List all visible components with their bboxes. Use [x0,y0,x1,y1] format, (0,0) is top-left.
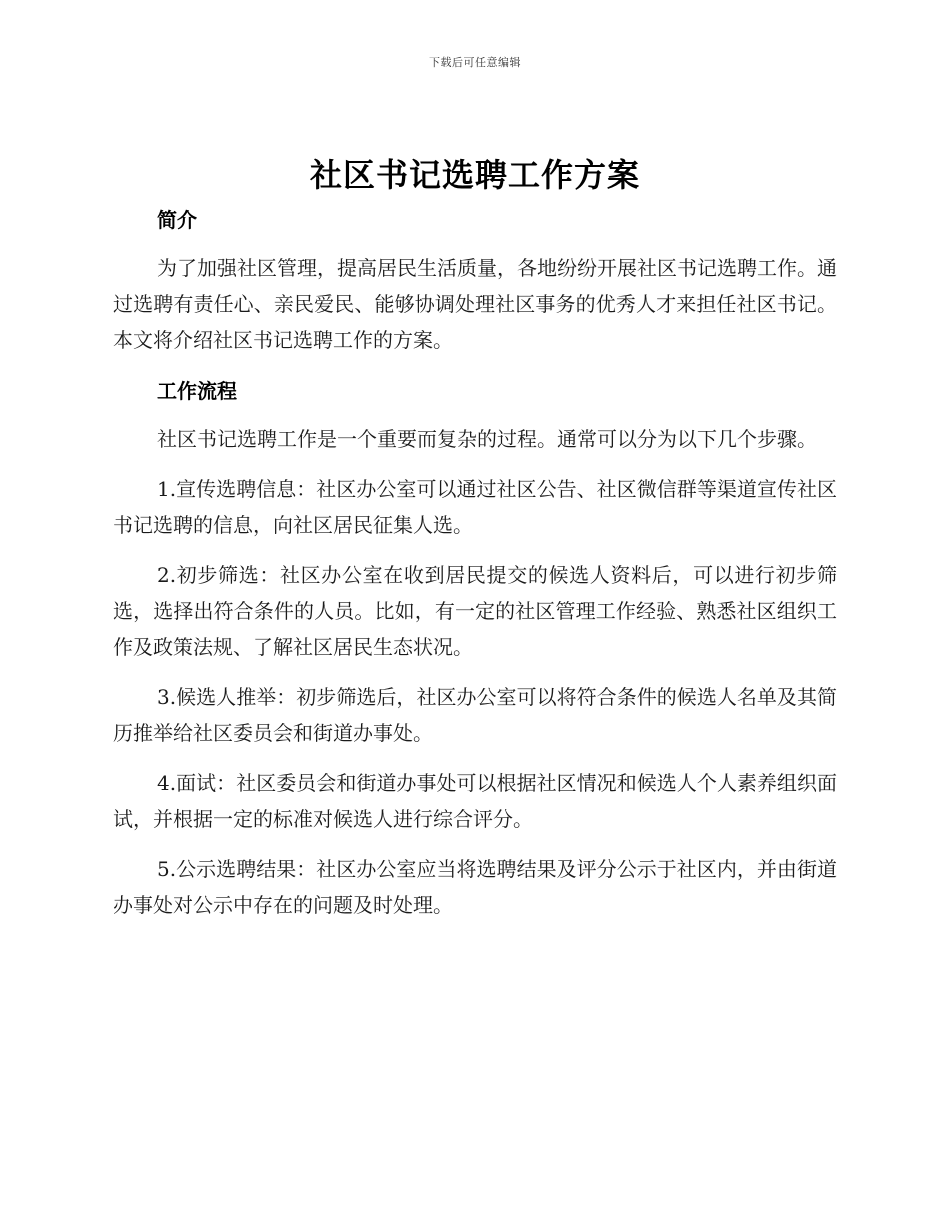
process-step-1: 1.宣传选聘信息：社区办公室可以通过社区公告、社区微信群等渠道宣传社区书记选聘的信息，向社区居民征集人选。 [113,477,837,537]
process-step-5: 5.公示选聘结果：社区办公室应当将选聘结果及评分公示于社区内，并由街道办事处对公示中存在的问题及时处理。 [113,857,837,917]
header-note: 下载后可任意编辑 [429,56,521,69]
process-intro-paragraph: 社区书记选聘工作是一个重要而复杂的过程。通常可以分为以下几个步骤。 [157,427,817,451]
section-heading-process: 工作流程 [157,379,237,403]
process-step-3: 3.候选人推举：初步筛选后，社区办公室可以将符合条件的候选人名单及其简历推举给社区委员会和街道办事处。 [113,685,837,745]
section-heading-intro: 简介 [157,208,197,232]
document-title: 社区书记选聘工作方案 [309,156,640,194]
process-step-4: 4.面试：社区委员会和街道办事处可以根据社区情况和候选人个人素养组织面试，并根据一定的标准对候选人进行综合评分。 [113,771,837,831]
document-body [113,200,837,923]
process-step-2: 2.初步筛选：社区办公室在收到居民提交的候选人资料后，可以进行初步筛选，选择出符合条件的人员。比如，有一定的社区管理工作经验、熟悉社区组织工作及政策法规、了解社区居民生态状况。 [113,563,837,659]
intro-paragraph: 为了加强社区管理，提高居民生活质量，各地纷纷开展社区书记选聘工作。通过选聘有责任心、亲民爱民、能够协调处理社区事务的优秀人才来担任社区书记。本文将介绍社区书记选聘工作的方案。 [113,256,837,352]
